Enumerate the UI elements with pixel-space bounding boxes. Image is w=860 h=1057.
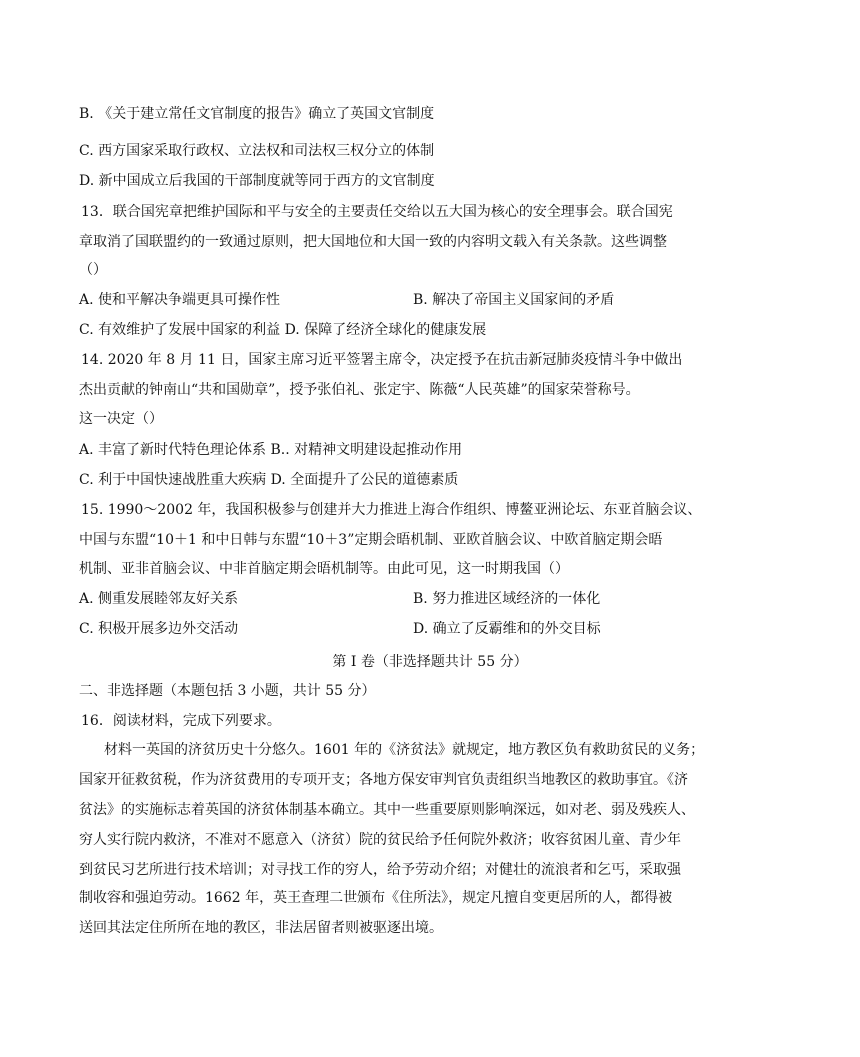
q12-option-b: B. 《关于建立常任文官制度的报告》确立了英国文官制度 (79, 106, 435, 122)
q16-material-line: 制收容和强迫劳动。1662 年，英王查理二世颁布《住所法》，规定凡擅自变更居所的人，都得被 (79, 890, 673, 906)
q16-material-line: 穷人实行院内救济，不准对不愿意入（济贫）院的贫民给予任何院外救济；收容贫困儿童、青少年 (79, 832, 681, 848)
q16-material-line: 材料一英国的济贫历史十分悠久。1601 年的《济贫法》就规定，地方教区负有救助贫民的义务； (104, 742, 705, 758)
q15-option-a: A. 侧重发展睦邻友好关系 (79, 591, 239, 607)
q16-prompt: 16．阅读材料，完成下列要求。 (81, 713, 281, 729)
q13-stem-line: 13．联合国宪章把维护国际和平与安全的主要责任交给以五大国为核心的安全理事会。联合国宪 (81, 204, 673, 220)
q13-option-b: B. 解决了帝国主义国家间的矛盾 (413, 292, 615, 308)
q14-stem-line: 杰出贡献的钟南山“共和国勋章”，授予张伯礼、张定宇、陈薇“人民英雄”的国家荣誉称号。 (79, 382, 640, 398)
q16-material-line: 国家开征救贫税，作为济贫费用的专项开支；各地方保安审判官负责组织当地教区的救助事宜。《济 (79, 772, 688, 788)
q15-stem-line: 中国与东盟“10＋1 和中日韩与东盟“10＋3”定期会晤机制、亚欧首脑会议、中欧首脑定期会晤 (79, 532, 663, 548)
q16-material-line: 到贫民习艺所进行技术培训；对寻找工作的穷人，给予劳动介绍；对健壮的流浪者和乞丐，采取强 (79, 862, 681, 878)
q13-stem-line: （） (79, 262, 107, 278)
q13-options-cd: C. 有效维护了发展中国家的利益 D. 保障了经济全球化的健康发展 (79, 322, 487, 338)
q13-option-a: A. 使和平解决争端更具可操作性 (79, 292, 281, 308)
q16-material-line: 贫法》的实施标志着英国的济贫体制基本确立。其中一些重要原则影响深远，如对老、弱及残疾人、 (79, 802, 695, 818)
q14-options-ab: A. 丰富了新时代特色理论体系 B.. 对精神文明建设起推动作用 (79, 442, 463, 458)
q15-stem-line: 机制、亚非首脑会议、中非首脑定期会晤机制等。由此可见，这一时期我国（） (79, 561, 569, 577)
q12-option-d: D. 新中国成立后我国的干部制度就等同于西方的文官制度 (79, 173, 435, 189)
section-title: 第 I 卷（非选择题共计 55 分） (332, 654, 528, 670)
q14-stem-line: 14. 2020 年 8 月 11 日，国家主席习近平签署主席令，决定授予在抗击新冠肺炎疫情斗争中做出 (81, 352, 683, 368)
q14-options-cd: C. 利于中国快速战胜重大疾病 D. 全面提升了公民的道德素质 (79, 472, 459, 488)
q15-stem-line: 15. 1990～2002 年，我国积极参与创建并大力推进上海合作组织、博鳌亚洲论坛、东亚首脑会议、 (81, 502, 702, 518)
q15-option-c: C. 积极开展多边外交活动 (79, 621, 239, 637)
q15-option-b: B. 努力推进区域经济的一体化 (413, 591, 601, 607)
q16-material-line: 送回其法定住所所在地的教区，非法居留者则被驱逐出境。 (79, 920, 443, 936)
section-heading: 二、非选择题（本题包括 3 小题，共计 55 分） (79, 683, 376, 699)
q13-stem-line: 章取消了国联盟约的一致通过原则，把大国地位和大国一致的内容明文载入有关条款。这些调整 (79, 234, 667, 250)
q15-option-d: D. 确立了反霸维和的外交目标 (413, 621, 601, 637)
q12-option-c: C. 西方国家采取行政权、立法权和司法权三权分立的体制 (79, 143, 435, 159)
q14-stem-line: 这一决定（） (79, 411, 163, 427)
